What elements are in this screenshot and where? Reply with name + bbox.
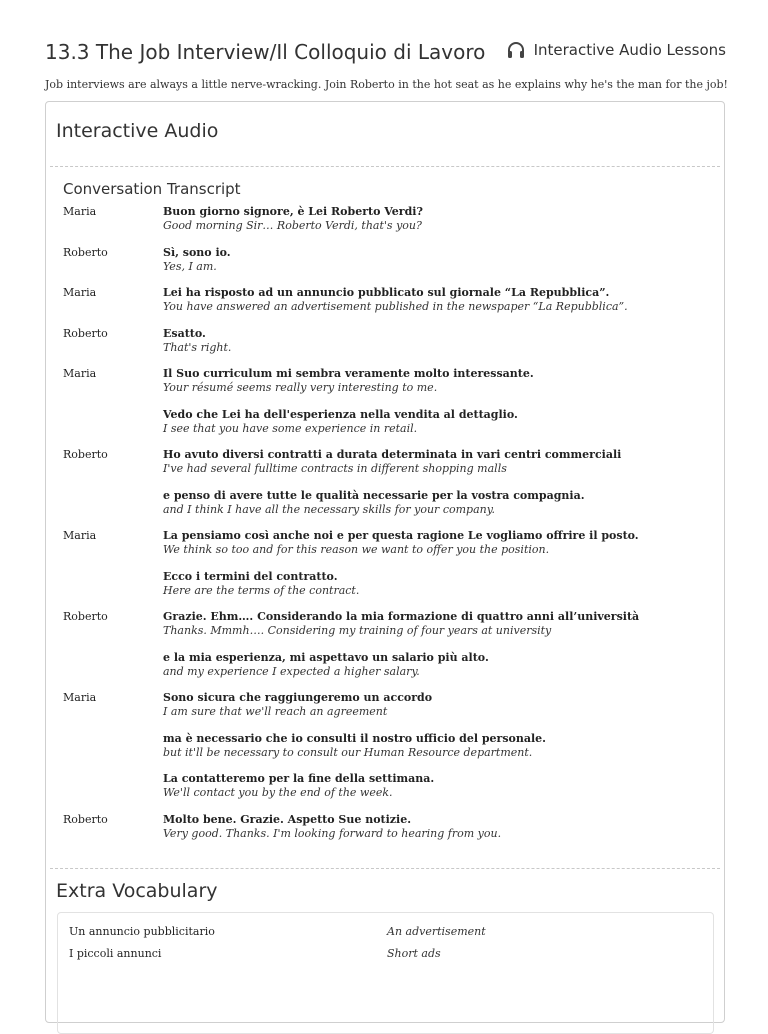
divider [50,166,720,167]
speaker-name: Maria [63,691,97,704]
english-translation: I am sure that we'll reach an agreement [163,705,388,718]
line-text [163,205,703,233]
transcript-line[interactable] [63,446,703,487]
speaker-name: Maria [63,286,97,299]
english-translation: Very good. Thanks. I'm looking forward to hearing from you. [163,826,502,840]
line-text [163,367,703,395]
italian-text: Esatto. [163,326,206,340]
divider [50,868,720,869]
line-text [163,813,703,841]
line-text [163,610,703,638]
interactive-audio-panel [45,101,725,1023]
vocabulary-row [69,925,709,947]
italian-text: e penso di avere tutte le qualità necessarie per la vostra compagnia. [163,488,585,502]
vocabulary-english: An advertisement [387,925,486,938]
brand-label: Interactive Audio Lessons [533,41,726,59]
vocabulary-italian: I piccoli annunci [69,947,162,960]
transcript-line[interactable] [63,770,703,811]
english-translation: but it'll be necessary to consult our Human Resource department. [163,745,533,759]
english-translation: Thanks. Mmmh…. Considering my training of four years at university [163,624,552,637]
italian-text: Il Suo curriculum mi sembra veramente molto interessante. [163,367,534,380]
italian-text: Molto bene. Grazie. Aspetto Sue notizie. [163,812,412,826]
italian-text: Ho avuto diversi contratti a durata determinata in vari centri commerciali [163,448,622,461]
english-translation: We'll contact you by the end of the week. [163,786,393,799]
english-translation: and I think I have all the necessary skills for your company. [163,502,495,516]
italian-text: Grazie. Ehm…. Considerando la mia formazione di quattro anni all’università [163,610,640,623]
transcript-line[interactable] [63,244,703,285]
italian-text: Buon giorno signore, è Lei Roberto Verdi? [163,205,423,218]
transcript-line[interactable] [63,568,703,609]
english-translation: That's right. [163,340,232,354]
line-text [163,246,703,274]
italian-text: La contatteremo per la fine della settimana. [163,772,435,785]
speaker-name: Roberto [63,326,108,340]
english-translation: I've had several fulltime contracts in different shopping malls [163,462,507,475]
extra-vocabulary-title: Extra Vocabulary [56,880,218,902]
line-text [163,651,703,679]
italian-text: Sono sicura che raggiungeremo un accordo [163,691,433,704]
english-translation: You have answered an advertisement published in the newspaper “La Repubblica”. [163,300,628,313]
line-text [163,691,703,719]
transcript-line[interactable] [63,730,703,771]
english-translation: and my experience I expected a higher salary. [163,664,420,678]
speaker-name: Roberto [63,245,108,259]
transcript-line[interactable] [63,608,703,649]
line-text [163,732,703,760]
speaker-name: Maria [63,205,97,218]
italian-text: Vedo che Lei ha dell'esperienza nella vendita al dettaglio. [163,407,518,421]
english-translation: Yes, I am. [163,259,217,273]
speaker-name: Roberto [63,812,108,826]
line-text [163,772,703,800]
transcript-line[interactable] [63,365,703,406]
line-text [163,408,703,436]
transcript-line[interactable] [63,406,703,447]
italian-text: Ecco i termini del contratto. [163,569,338,583]
vocabulary-italian: Un annuncio pubblicitario [69,925,215,938]
transcript-line[interactable] [63,527,703,568]
speaker-name: Roberto [63,610,108,623]
speaker-name: Roberto [63,448,108,461]
page-title: 13.3 The Job Interview/Il Colloquio di Lavoro [45,40,486,64]
speaker-name: Maria [63,367,97,380]
italian-text: ma è necessario che io consulti il nostro ufficio del personale. [163,731,546,745]
transcript-line[interactable] [63,284,703,325]
english-translation: Your résumé seems really very interesting to me. [163,381,438,394]
line-text [163,327,703,355]
vocabulary-row [69,947,709,969]
english-translation: I see that you have some experience in retail. [163,421,418,435]
vocabulary-english: Short ads [387,947,441,960]
line-text [163,529,703,557]
english-translation: Good morning Sir… Roberto Verdi, that's you? [163,219,422,232]
page-header [45,36,728,68]
transcript-line[interactable] [63,689,703,730]
line-text [163,489,703,517]
transcript-line[interactable] [63,649,703,690]
transcript-title: Conversation Transcript [63,180,241,198]
transcript-line[interactable] [63,811,703,852]
brand-link[interactable] [506,40,726,60]
italian-text: Lei ha risposto ad un annuncio pubblicato sul giornale “La Repubblica”. [163,286,610,299]
english-translation: Here are the terms of the contract. [163,583,360,597]
transcript-line[interactable] [63,487,703,528]
intro-text: Job interviews are always a little nerve-wracking. Join Roberto in the hot seat as he explains why he's the man for the job! [45,78,728,91]
panel-title: Interactive Audio [56,120,219,142]
italian-text: La pensiamo così anche noi e per questa ragione Le vogliamo offrire il posto. [163,529,639,542]
italian-text: e la mia esperienza, mi aspettavo un salario più alto. [163,650,489,664]
italian-text: Sì, sono io. [163,245,231,259]
transcript-line[interactable] [63,203,703,244]
english-translation: We think so too and for this reason we want to offer you the position. [163,543,550,556]
line-text [163,448,703,476]
transcript-line[interactable] [63,325,703,366]
line-text [163,570,703,598]
line-text [163,286,703,314]
headphones-icon [506,40,526,60]
conversation-transcript [63,203,703,851]
vocabulary-table [57,912,714,1034]
speaker-name: Maria [63,529,97,542]
